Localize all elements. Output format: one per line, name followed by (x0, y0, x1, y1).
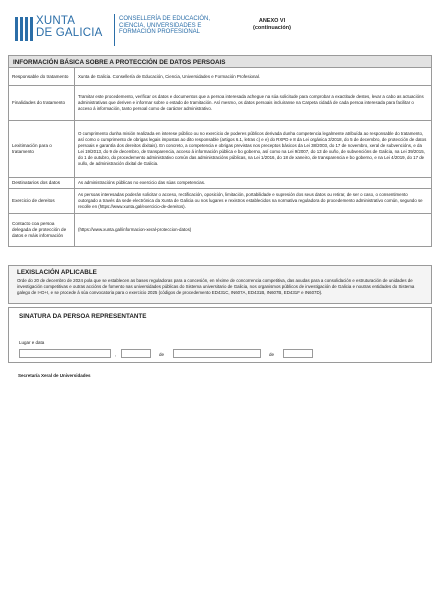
dpo-info-link[interactable]: (https://www.xunta.gal/informacion-xeral-proteccion-datos) (78, 227, 192, 232)
annex-subtitle: (continuación) (253, 25, 291, 31)
footer-secretariat: Secretaría Xeral de Universidades (18, 373, 91, 378)
header-divider (114, 14, 115, 46)
applicable-legislation (8, 265, 432, 304)
legislation-title: LEXISLACIÓN APLICABLE (17, 269, 97, 276)
row-label-responsible: Responsable do tratamento (9, 68, 75, 85)
row-value-dpo-contact (75, 214, 431, 246)
signature-title: SINATURA DA PERSOA REPRESENTANTE (19, 313, 147, 320)
legislation-text: Orde do 20 de decembro de 2024 pola que se establecen as bases reguladoras para a concesión, en réxime de concorrencia competitiva, das axudas para a consolidación e estruturación de unidades de investigación competitivas e outras accións de fomento nas universidades públicas do Sistema universitario de Galicia, nos organismos públicos de investigación de Galicia e noutras entidades do Sistema galego de I+D+I, e se procede á súa convocatoria para o exercicio 2025 (códigos de procedemento ED431C, IN607A, ED431B, IN607B, ED431F e IN607D). (17, 278, 415, 296)
row-value-purposes: Tramitar este procedemento, verificar os datos e documentos que a persoa interesada achegue na súa solicitude para comprobar a exactitude destes, levar a cabo as actuacións administrativas que deriven e informar sobre o estado de tramitación. Así mesmo, os datos persoais incluiranse na Carpeta cidadá de cada persoa interesada para facilitar o acceso á información, tanto persoal como de carácter administrativo. (78, 94, 424, 111)
logo-wordmark (36, 15, 103, 39)
annex-heading (214, 18, 330, 32)
table-row (9, 189, 431, 214)
row-label-recipients: Destinatarios dos datos (9, 178, 75, 188)
month-field[interactable] (173, 349, 261, 358)
de-separator-2: de (269, 352, 275, 357)
table-row (9, 121, 431, 178)
row-label-dpo-contact: Contacto coa persoa delegada de protección de datos e máis información (9, 214, 75, 246)
data-protection-table (8, 55, 432, 247)
row-value-responsible: Xunta de Galicia. Consellería de Educación, Ciencia, Universidades e Formación Profesional. (78, 73, 261, 79)
department-line-3: FORMACIÓN PROFESIONAL (119, 29, 201, 36)
row-label-purposes: Finalidades do tratamento (9, 86, 75, 120)
signature-section (8, 307, 432, 363)
table-row (9, 214, 431, 246)
xunta-logo (14, 12, 114, 50)
row-label-legitimation: Lexitimación para o tratamento (9, 121, 75, 177)
day-field[interactable] (121, 349, 151, 358)
table-row (9, 178, 431, 189)
comma-separator: , (115, 352, 117, 357)
xunta-emblem-icon (14, 16, 34, 42)
annex-title: ANEXO VI (258, 18, 286, 24)
row-value-legitimation: O cumprimento dunha misión realizada en interese público ou no exercicio de poderes públicos derivada dunha competencia legalmente atribuída ao responsable do tratamento, así como o cumprimento de obrigas legais impostas ao dito responsable (artigos 6.1, letras c) e e) do RXPD e 8 da Lei orgánica 3/2018, do 5 de decembro, de protección de datos persoais e garantía dos dereitos dixitais). En concreto, a competencia e obrigas previstas nos preceptos básicos da Lei 38/2003, do 17 de novembro, xeral de subvencións, e da Lei 19/2013, do 9 de decembro, de transparencia, acceso á información pública e bo goberno, así como na Lei 9/2007, do 13 de xuño, de subvencións de Galicia, na Lei 39/2015, do 1 de outubro, do procedemento administrativo común das administracións públicas, na Lei 1/2016, do 18 de xaneiro, de transparencia e bo goberno, e na Lei 4/2019, do 17 de xullo, de administración dixital de Galicia. (78, 131, 427, 166)
department-line-1: CONSELLERÍA DE EDUCACIÓN, (119, 16, 211, 22)
department-name (119, 16, 210, 36)
logo-line-1: XUNTA (36, 15, 76, 27)
logo-line-2: DE GALICIA (36, 27, 103, 39)
place-field[interactable] (19, 349, 111, 358)
department-line-2: CIENCIA, UNIVERSIDADES E (119, 22, 202, 29)
place-date-label: Lugar e data (19, 340, 45, 345)
year-field[interactable] (283, 349, 313, 358)
de-separator-1: de (159, 352, 165, 357)
table-row (9, 86, 431, 121)
data-protection-title: INFORMACIÓN BÁSICA SOBRE A PROTECCIÓN DE DATOS PERSOAIS (9, 56, 431, 68)
row-value-rights: As persoas interesadas poderán solicitar o acceso, rectificación, oposición, limitación, portabilidade e supresión dos seus datos ou retirar, de ser o caso, o consentimento outorgado a través da sede electrónica da Xunta de Galicia ou nos lugares e rexistros establecidos na normativa reguladora do procedemento administrativo común, segundo se recolle en (https://www.xunta.gal/exercicio-de-dereitos). (78, 192, 423, 209)
row-label-rights: Exercicio de dereitos (9, 189, 75, 213)
table-row (9, 68, 431, 86)
row-value-recipients: As administracións públicas no exercicio das súas competencias. (78, 180, 206, 185)
page-header (14, 12, 426, 52)
